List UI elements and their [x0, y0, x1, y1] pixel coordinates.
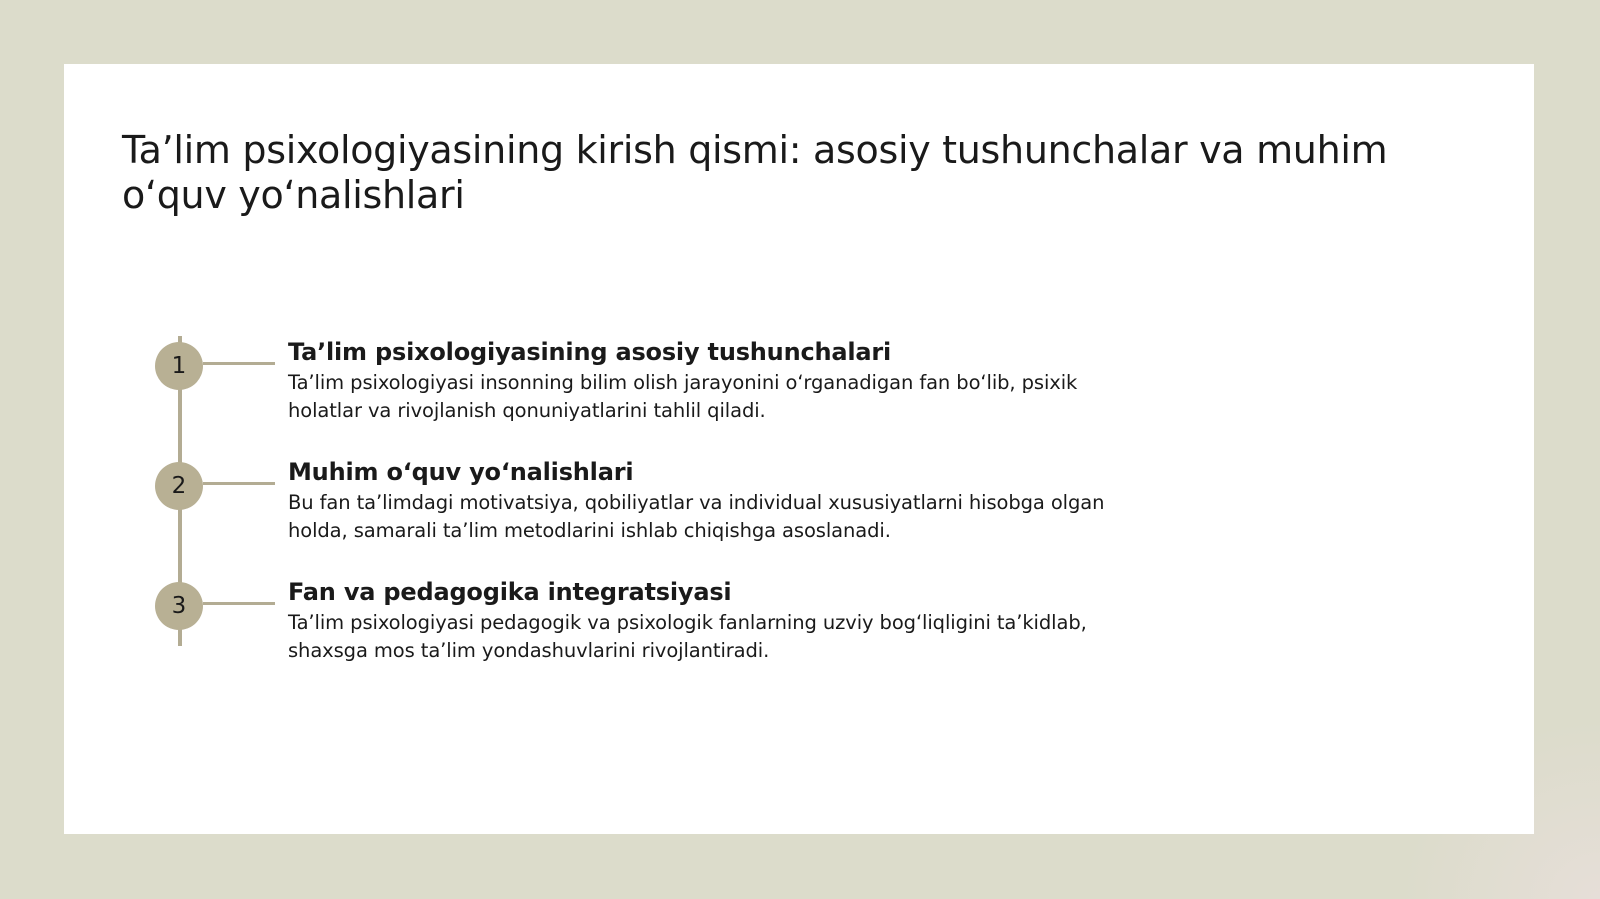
timeline-connector-2 — [203, 482, 275, 485]
timeline-item-heading: Ta’lim psixologiyasining asosiy tushunchalari — [288, 338, 892, 366]
slide-canvas — [64, 64, 1534, 834]
timeline-item-description: Ta’lim psixologiyasi insonning bilim olish jarayonini o‘rganadigan fan bo‘lib, psixik holatlar va rivojlanish qonuniyatlarini tahlil qiladi. — [288, 371, 1078, 422]
timeline-node-2: 2 — [155, 462, 203, 510]
timeline-item-heading: Muhim o‘quv yo‘nalishlari — [288, 458, 634, 486]
timeline-connector-3 — [203, 602, 275, 605]
timeline-node-3: 3 — [155, 582, 203, 630]
timeline-item-3 — [288, 577, 1108, 665]
timeline-item-description: Ta’lim psixologiyasi pedagogik va psixologik fanlarning uzviy bog‘liqligini ta’kidlab, shaxsga mos ta’lim yondashuvlarini rivojlantiradi. — [288, 611, 1087, 662]
timeline-connector-1 — [203, 362, 275, 365]
timeline-item-description: Bu fan ta’limdagi motivatsiya, qobiliyatlar va individual xususiyatlarni hisobga olgan holda, samarali ta’lim metodlarini ishlab chiqishga asoslanadi. — [288, 491, 1105, 542]
timeline-item-2 — [288, 457, 1108, 545]
timeline-node-1: 1 — [155, 342, 203, 390]
timeline-item-1 — [288, 337, 1108, 425]
slide-title: Ta’lim psixologiyasining kirish qismi: asosiy tushunchalar va muhim o‘quv yo‘nalishlari — [122, 128, 1388, 217]
timeline-item-heading: Fan va pedagogika integratsiyasi — [288, 578, 732, 606]
